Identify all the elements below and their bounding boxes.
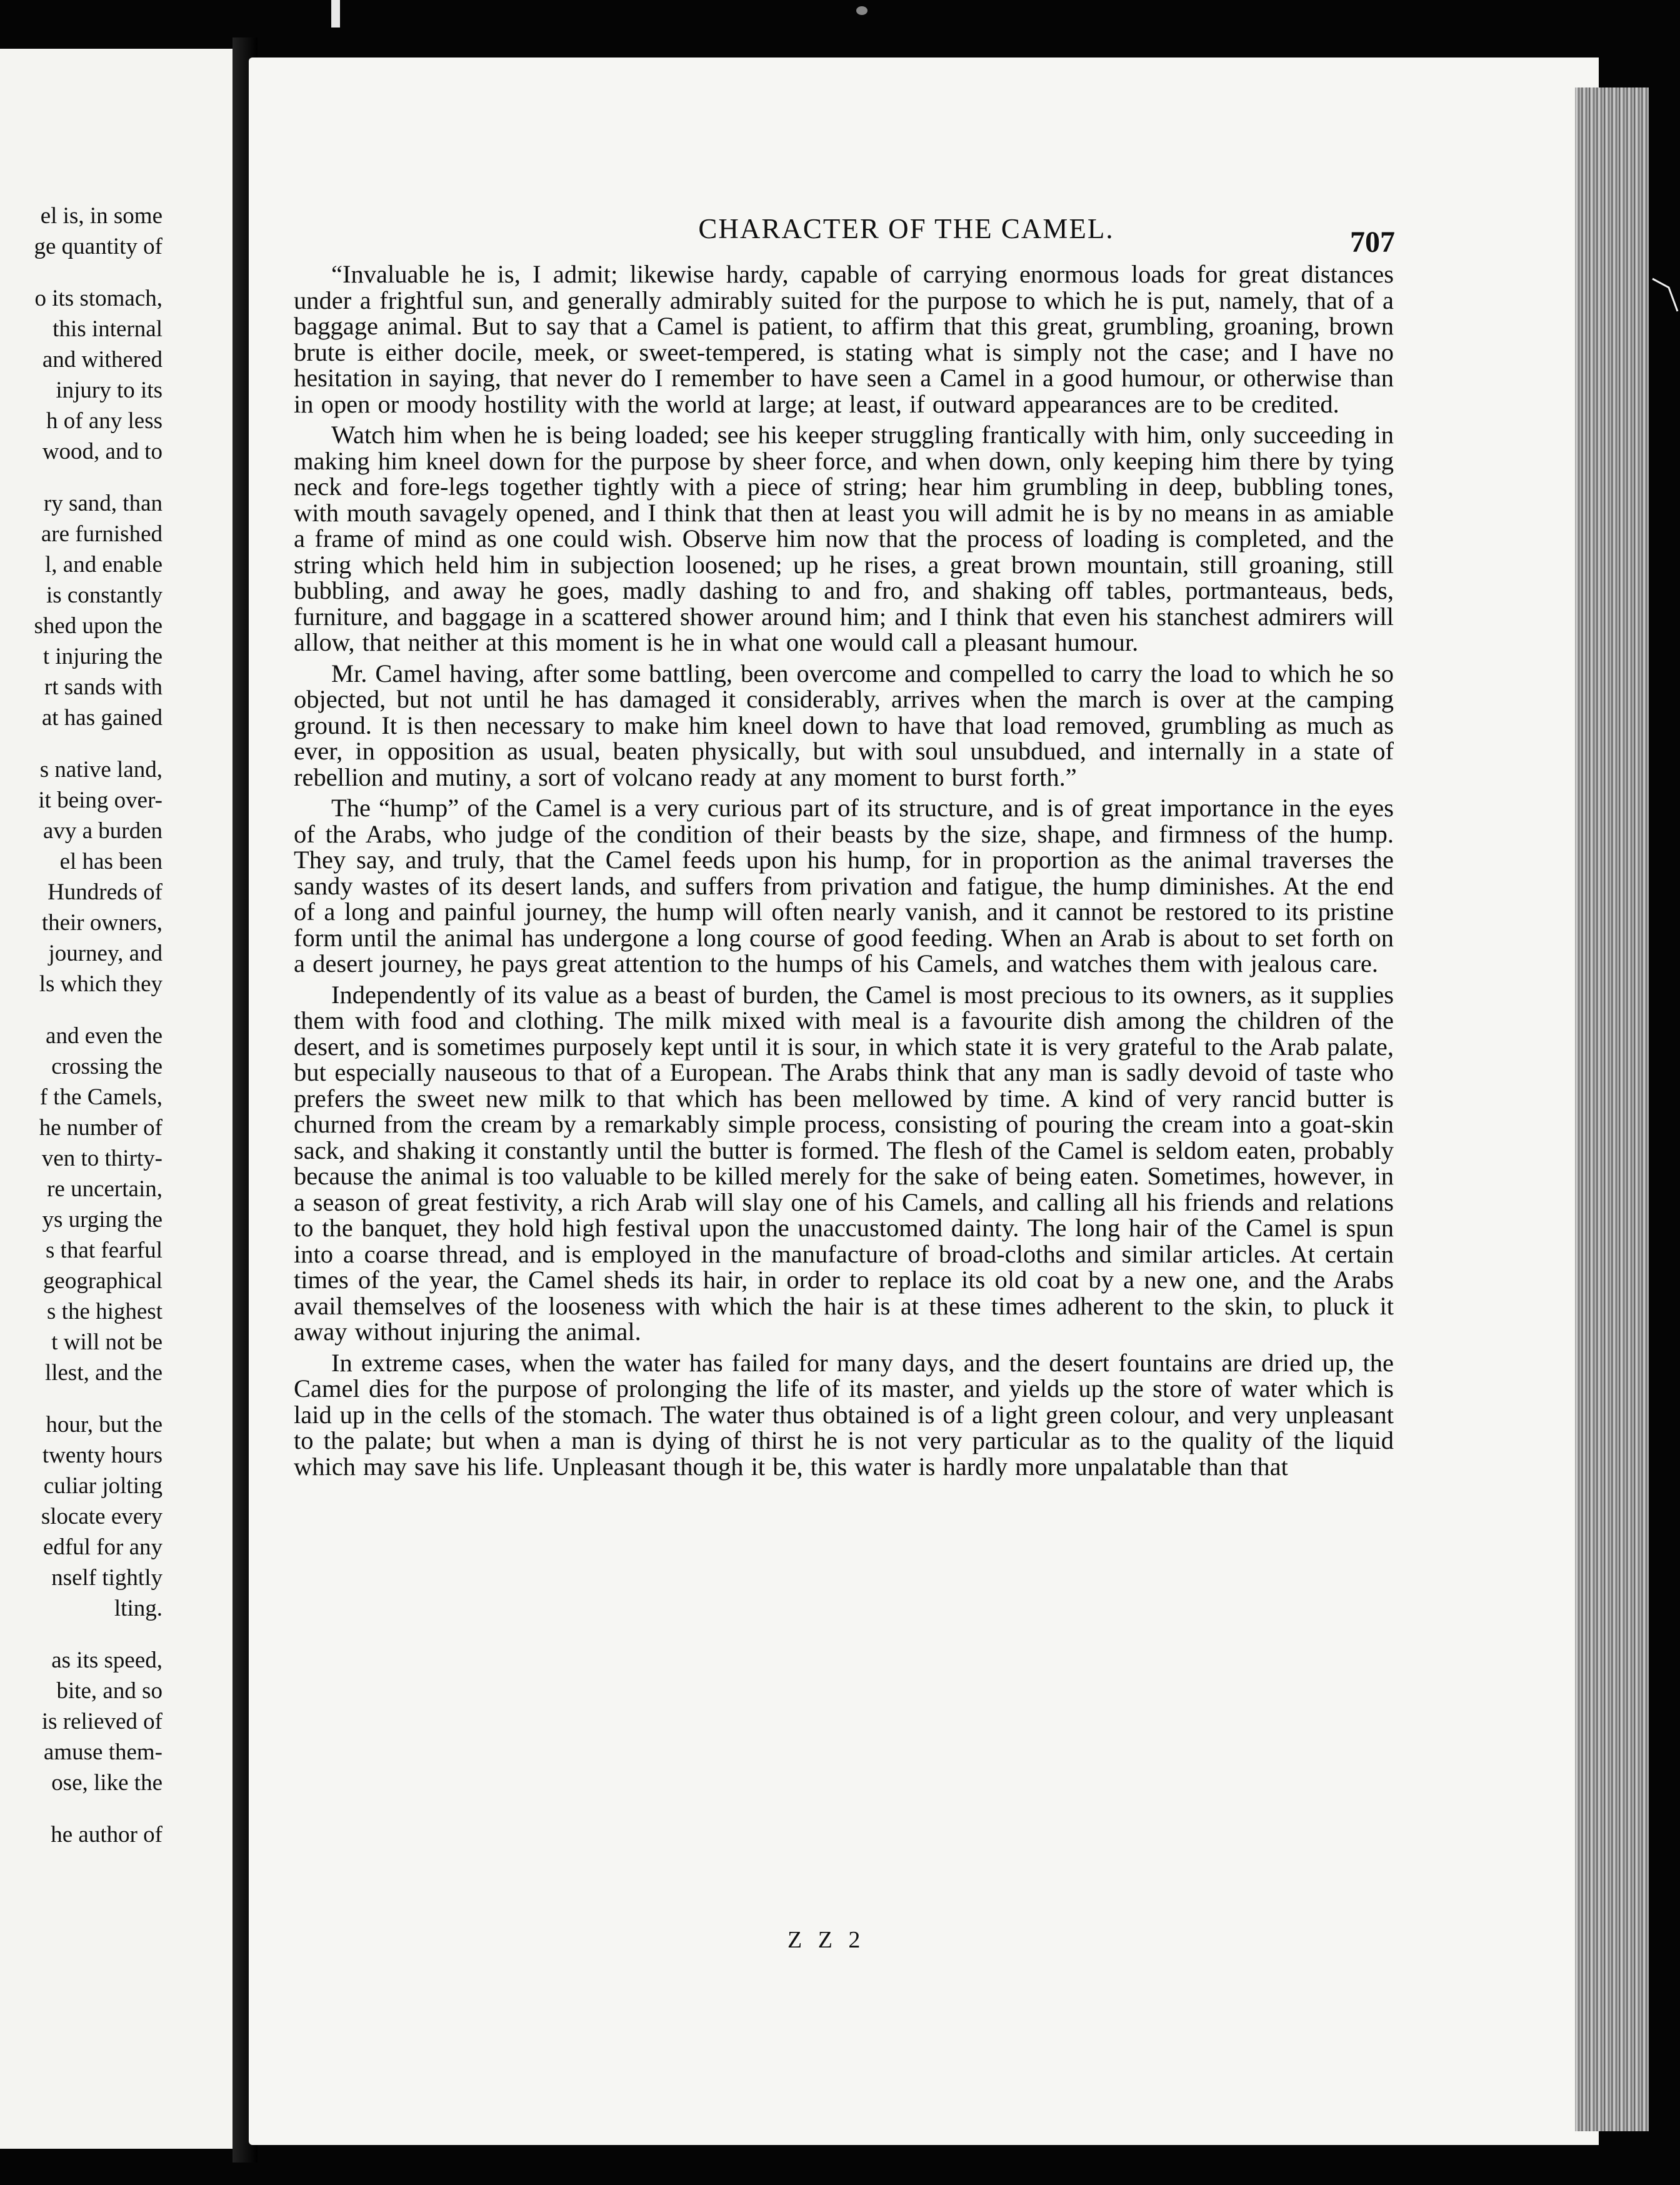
left-page-line: lting.: [114, 1596, 162, 1621]
left-page-line: and withered: [42, 347, 162, 372]
left-page-line: geographical: [42, 1268, 162, 1294]
left-page-line: ls which they: [39, 971, 162, 997]
left-page-line: o its stomach,: [34, 286, 162, 311]
left-page-line: t injuring the: [42, 644, 162, 669]
left-page-line: he number of: [39, 1115, 162, 1141]
left-page-line: ge quantity of: [34, 234, 162, 259]
left-page-line: ven to thirty-: [41, 1146, 162, 1171]
paragraph-3: Mr. Camel having, after some battling, been overcome and compelled to carry the load to which he so objected, but not until he has damaged it considerably, arrives when the march is over at the camping ground. It is then necessary to make him kneel down to have that load removed, grumbling as much as ever, in opposition as usual, beaten physically, but with soul unsubdued, and internally in a state of rebellion and mutiny, a sort of volcano ready at any moment to burst forth.”: [294, 659, 1394, 791]
left-page-line: their owners,: [41, 910, 162, 936]
signature-mark: Z Z 2: [788, 1927, 866, 1953]
left-page-line: journey, and: [48, 941, 162, 966]
paragraph-6: In extreme cases, when the water has failed for many days, and the desert fountains are dried up, the Camel dies for the purpose of prolonging the life of its master, and yields up the store of water which is laid up in the cells of the stomach. The water thus obtained is of a light green colour, and very unpleasant to the palate; but when a man is dying of thirst he is not very particular as to the quality of the liquid which may save his life. Unpleasant though it be, this water is hardly more unpalatable than that: [294, 1348, 1394, 1481]
left-page-line: ry sand, than: [43, 491, 162, 516]
left-page-line: rt sands with: [44, 674, 162, 700]
left-page-line: s the highest: [47, 1299, 162, 1324]
running-head: CHARACTER OF THE CAMEL.: [698, 213, 1114, 244]
left-page-line: edful for any: [42, 1534, 162, 1560]
left-page-line: this internal: [52, 316, 162, 342]
left-page-line: l, and enable: [45, 552, 162, 578]
left-page-line: twenty hours: [42, 1442, 162, 1468]
left-page-line: it being over-: [38, 788, 162, 813]
left-page-line: nself tightly: [51, 1565, 162, 1591]
body-text: [294, 261, 1394, 1484]
page-number: 707: [1350, 226, 1395, 259]
paragraph-2: Watch him when he is being loaded; see his keeper struggling frantically with him, only succeeding in making him kneel down for the purpose by sheer force, and when down, only keeping him there by tying neck and fore-legs together tightly with a piece of string; hear him grumbling in deep, bubbling tones, with mouth savagely opened, and I think that then at least you will admit he is by no means in as amiable a frame of mind as one could wish. Observe him now that the process of loading is completed, and the string which held him in subjection loosened; up he rises, a great brown mountain, still groaning, still bubbling, and away he goes, madly dashing to and fro, and shaking off tables, portmanteaus, beds, furniture, and baggage in a scattered shower around him; and I think that even his stanchest admirers will allow, that neither at this moment is he in what one would call a pleasant humour.: [294, 421, 1394, 656]
left-page-line: bite, and so: [56, 1678, 162, 1704]
left-page-line: el is, in some: [40, 203, 162, 229]
left-page-line: s that fearful: [46, 1238, 162, 1263]
left-page-line: hour, but the: [46, 1412, 162, 1438]
scan-artifact-bracket: [1650, 275, 1680, 312]
left-page-line: at has gained: [41, 705, 162, 731]
paragraph-4: The “hump” of the Camel is a very curious part of its structure, and is of great importance in the eyes of the Arabs, who judge of the condition of their beasts by the size, shape, and firmness of the hump. They say, and truly, that the Camel feeds upon his hump, for in proportion as the animal traverses the sandy wastes of its desert lands, and suffers from privation and fatigue, the hump diminishes. At the end of a long and painful journey, the hump will often nearly vanish, and it cannot be restored to its pristine form until the animal has undergone a long course of good feeding. When an Arab is about to set forth on a desert journey, he pays great attention to the humps of his Camels, and watches them with jealous care.: [294, 794, 1394, 978]
left-page-line: and even the: [46, 1023, 162, 1049]
left-page-line: culiar jolting: [43, 1473, 162, 1499]
left-page-line: shed upon the: [34, 613, 162, 639]
left-page-line: wood, and to: [42, 439, 162, 464]
left-page-line: s native land,: [39, 757, 162, 782]
left-page-line: el has been: [59, 849, 162, 874]
page-edges: [1575, 88, 1649, 2131]
left-page-line: as its speed,: [51, 1648, 162, 1673]
left-page-line: injury to its: [56, 378, 162, 403]
paragraph-1: “Invaluable he is, I admit; likewise hardy, capable of carrying enormous loads for great distances under a frightful sun, and generally admirably suited for the purpose to which he is put, namely, that of a baggage animal. But to say that a Camel is patient, to affirm that this great, grumbling, groaning, brown brute is either docile, meek, or sweet-tempered, is stating what is simply not the case; and I have no hesitation in saying, that never do I remember to have seen a Camel in a good humour, or otherwise than in open or moody hostility with the world at large; at least, if outward appearances are to be credited.: [294, 260, 1394, 418]
left-page-line: llest, and the: [44, 1360, 162, 1386]
left-page-line: f the Camels,: [39, 1084, 162, 1110]
left-page-line: t will not be: [51, 1329, 162, 1355]
left-page-line: Hundreds of: [48, 879, 162, 905]
left-page-line: ys urging the: [42, 1207, 162, 1232]
left-page-line: crossing the: [51, 1054, 162, 1079]
left-page: [0, 49, 232, 2149]
left-page-line: ose, like the: [51, 1770, 162, 1796]
paragraph-5: Independently of its value as a beast of burden, the Camel is most precious to its owners, as it supplies them with food and clothing. The milk mixed with meal is a favourite dish among the children of the desert, and is sometimes purposely kept until it is sour, in which state it is very grateful to the Arab palate, but especially nauseous to that of a European. The Arabs think that any man is sadly devoid of taste who prefers the sweet new milk to that which has been mellowed by time. A kind of very rancid butter is churned from the cream by a remarkably simple process, consisting of pouring the cream into a goat-skin sack, and shaking it constantly until the butter is formed. The flesh of the Camel is seldom eaten, probably because the animal is too valuable to be killed merely for the sake of being eaten. Sometimes, however, in a season of great festivity, a rich Arab will slay one of his Camels, and calling all his friends and relations to the banquet, they hold high festival upon the unaccustomed dainty. The long hair of the Camel is spun into a coarse thread, and is employed in the manufacture of broad-cloths and similar articles. At certain times of the year, the Camel sheds its hair, in order to replace its old coat by a new one, and the Arabs avail themselves of the looseness with which the hair is at these times adherent to the skin, to pluck it away without injuring the animal.: [294, 980, 1394, 1346]
left-page-line: amuse them-: [43, 1739, 162, 1765]
left-page-line: is relieved of: [41, 1709, 162, 1734]
left-page-line: he author of: [51, 1822, 162, 1848]
left-page-line: re uncertain,: [47, 1176, 162, 1202]
left-page-line: slocate every: [41, 1504, 162, 1529]
scan-artifact-top: [331, 0, 340, 28]
scan-artifact-dot: [856, 6, 868, 15]
left-page-line: avy a burden: [42, 818, 162, 844]
left-page-line: h of any less: [46, 408, 162, 434]
left-page-line: are furnished: [41, 521, 162, 547]
left-page-line: is constantly: [46, 582, 162, 608]
